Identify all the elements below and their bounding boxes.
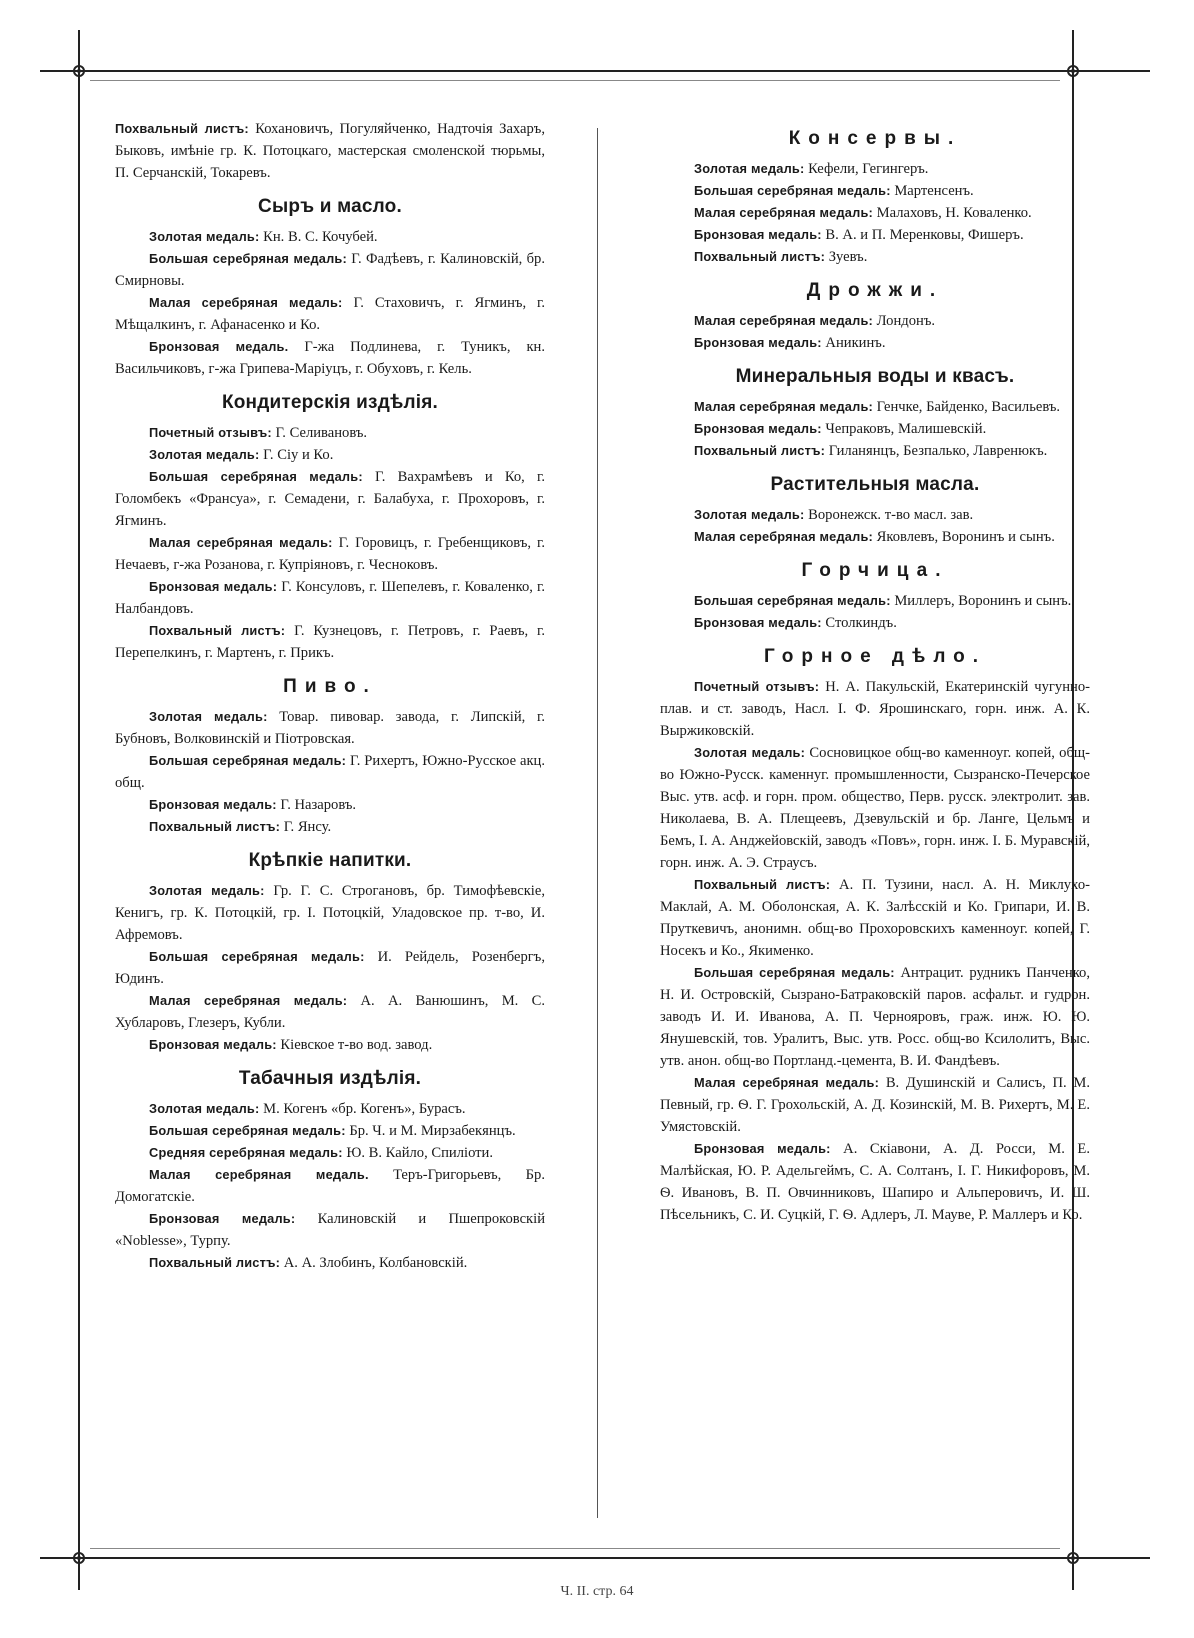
award-text: Чепраковъ, Малишевскій. [825,421,987,437]
award-entry [660,396,1090,418]
award-text: Г. Рихертъ, Южно-Русское акц. общ. [115,753,545,791]
award-label: Бронзовая медаль: [694,1141,831,1156]
award-label: Малая серебряная медаль: [694,529,873,544]
award-entry [660,526,1090,548]
award-label: Бронзовая медаль: [694,335,822,350]
award-text: Калиновскій и Пшепроковскій «Noblesse», Турпу. [115,1211,546,1249]
award-label: Бронзовая медаль: [694,615,822,630]
section-title: Пиво. [283,676,377,697]
award-label: Малая серебряная медаль: [694,313,873,328]
award-label: Золотая медаль: [694,161,805,176]
award-entry [115,750,545,794]
award-entry [660,224,1090,246]
award-label: Золотая медаль: [149,1101,260,1116]
section [115,1068,545,1274]
award-entry [660,158,1090,180]
award-entry [115,880,545,946]
award-entry [660,1138,1090,1226]
award-label: Малая серебряная медаль: [694,205,873,220]
award-text: А. А. Ванюшинъ, М. С. Хубларовъ, Глезеръ, Кубли. [115,993,545,1031]
frame-inner-top [90,80,1060,81]
award-entry [115,576,545,620]
award-text: Г. Сіу и Ко. [263,447,334,463]
award-text: И. Рейдель, Розенбергъ, Юдинъ. [115,949,545,987]
section-title: Кондитерскія издѣлія. [221,392,439,413]
award-text: Теръ-Григорьевъ, Бр. Домогатскіе. [115,1167,546,1205]
section [660,366,1090,462]
right-column [660,118,1090,1238]
award-text: Кохановичъ, Погуляйченко, Надточія Захаръ, Быковъ, имѣніе гр. К. Потоцкаго, мастерская смоленской тюрьмы, П. Серчанскій, Токаревъ. [115,121,546,181]
award-entry [660,332,1090,354]
award-entry [115,620,545,664]
award-label: Малая серебряная медаль: [149,535,333,550]
award-text: Г-жа Подлинева, г. Туникъ, кн. Васильчиковъ, г-жа Грипева-Маріуцъ, г. Обуховъ, г. Кель. [115,339,545,377]
award-entry [660,590,1090,612]
frame-bottom-border [40,1557,1150,1559]
award-text: Товар. пивовар. завода, г. Липскій, г. Бубновъ, Волковинскій и Піотровская. [115,709,545,747]
award-text: Воронежск. т-во масл. зав. [808,507,974,523]
left-column [115,118,545,1286]
award-entry [115,706,545,750]
award-label: Средняя серебряная медаль: [149,1145,343,1160]
award-entry [660,874,1090,962]
section-title: Горчица. [801,560,949,581]
award-entry [115,1208,545,1252]
left-intro [115,118,545,184]
award-label: Малая серебряная медаль: [149,295,343,310]
award-label: Похвальный листъ: [694,249,826,264]
award-entry [115,946,545,990]
award-label: Золотая медаль: [694,507,805,522]
award-text: Антрацит. рудникъ Панченко, Н. И. Островскій, Сызрано-Батраковскій паров. асфальт. и гудрон. заводъ И. И. Иванова, А. П. Чернояровъ, граж. инж. Ю. Ю. Янушевскій, тов. Уралитъ, Выс. утв. Росс. общ-во Ксилолитъ, Выс. утв. анон. общ-во Портланд.-цемента, В. И. Фандѣевъ. [660,965,1090,1069]
award-entry [660,440,1090,462]
award-text: Г. Стаховичъ, г. Ягминъ, г. Мѣщалкинъ, г. Афанасенко и Ко. [115,295,545,333]
award-entry [660,418,1090,440]
section-title: Минеральныя воды и квасъ. [735,366,1015,387]
award-entry [660,742,1090,874]
frame-top-border [40,70,1150,72]
award-label: Золотая медаль: [149,883,265,898]
section-title: Табачныя издѣлія. [238,1068,422,1089]
award-entry [660,180,1090,202]
award-text: Столкиндъ. [825,615,897,631]
award-label: Бронзовая медаль: [149,797,277,812]
award-label: Большая серебряная медаль: [149,949,365,964]
award-label: Бронзовая медаль: [694,421,822,436]
award-entry [115,1098,545,1120]
award-entry [660,962,1090,1072]
award-text: А. П. Тузини, насл. А. Н. Миклухо-Маклай, А. М. Оболонская, А. К. Залѣсскій и Ко. Грипари, И. В. Пруткевичъ, анонимн. общ-во Прохоровскихъ каменноуг. копей, Г. Носекъ и Ко., Якименко. [660,877,1090,959]
award-text: Яковлевъ, Воронинъ и сынъ. [876,529,1055,545]
section-title: Растительныя масла. [770,474,980,495]
award-label: Похвальный листъ: [694,443,826,458]
award-label: Бронзовая медаль: [149,579,278,594]
award-entry [660,676,1090,742]
award-text: Миллеръ, Воронинъ и сынъ. [894,593,1072,609]
award-label: Малая серебряная медаль: [694,1075,880,1090]
award-text: В. Душинскій и Салисъ, П. М. Певный, гр. Ѳ. Г. Грохольскій, А. Д. Козинскій, М. В. Рихертъ, М. Е. Умястовскій. [660,1075,1090,1135]
section [115,392,545,664]
section [660,128,1090,268]
section [660,474,1090,548]
award-label: Бронзовая медаль: [149,1037,277,1052]
award-text: Бр. Ч. и М. Мирзабекянцъ. [349,1123,516,1139]
award-entry [660,246,1090,268]
award-entry [115,466,545,532]
page-content [115,118,1090,1518]
award-text: Ю. В. Кайло, Спиліоти. [346,1145,494,1161]
award-label: Бронзовая медаль: [694,227,822,242]
column-divider [597,128,598,1518]
award-entry [115,336,545,380]
award-entry [115,292,545,336]
award-label: Золотая медаль: [149,709,268,724]
award-label: Бронзовая медаль. [149,339,289,354]
section [660,560,1090,634]
award-label: Похвальный листъ: [149,1255,281,1270]
award-entry [115,226,545,248]
award-label: Бронзовая медаль: [149,1211,296,1226]
section [660,646,1090,1226]
award-label: Большая серебряная медаль: [694,965,895,980]
award-label: Малая серебряная медаль: [149,993,348,1008]
award-entry [115,422,545,444]
award-text: Лондонъ. [876,313,936,329]
award-text: Г. Янсу. [283,819,332,835]
award-text: Мартенсенъ. [894,183,974,199]
award-entry [115,990,545,1034]
award-text: Г. Консуловъ, г. Шепелевъ, г. Коваленко, г. Налбандовъ. [115,579,545,617]
award-label: Золотая медаль: [694,745,806,760]
page-number: Ч. II. стр. 64 [560,1584,634,1599]
award-text: Аникинъ. [825,335,886,351]
section-title: Дрожжи. [806,280,944,301]
section [115,676,545,838]
award-entry [660,1072,1090,1138]
award-label: Почетный отзывъ: [149,425,272,440]
award-label: Большая серебряная медаль: [149,251,347,266]
award-text: Кн. В. С. Кочубей. [263,229,378,245]
award-entry [660,612,1090,634]
section [660,280,1090,354]
award-label: Малая серебряная медаль. [149,1167,369,1182]
section [115,196,545,380]
award-entry [115,816,545,838]
award-text: В. А. и П. Меренковы, Фишеръ. [825,227,1024,243]
award-entry [115,1142,545,1164]
frame-inner-bottom [90,1548,1060,1549]
section-title: Крѣпкіе напитки. [248,850,412,871]
frame-left-border [78,30,80,1590]
section-title: Сыръ и масло. [258,196,402,217]
award-entry [115,248,545,292]
award-text: Зуевъ. [828,249,868,265]
award-label: Золотая медаль: [149,229,260,244]
ornament-top-right-icon [1053,51,1093,91]
section-title: Горное дѣло. [763,646,987,667]
award-text: М. Когенъ «бр. Когенъ», Бурасъ. [263,1101,466,1117]
award-text: Гиланянцъ, Безпалько, Лавренюкъ. [828,443,1048,459]
award-text: Кефели, Гегингеръ. [808,161,929,177]
section [115,850,545,1056]
award-label: Похвальный листъ: [149,623,286,638]
award-entry [660,504,1090,526]
ornament-top-left-icon [59,51,99,91]
award-text: Малаховъ, Н. Коваленко. [876,205,1032,221]
award-entry [115,1034,545,1056]
ornament-bottom-left-icon [59,1538,99,1578]
award-text: Г. Селивановъ. [275,425,368,441]
award-entry [660,202,1090,224]
award-text: Г. Назаровъ. [280,797,357,813]
award-label: Большая серебряная медаль: [694,183,891,198]
award-label: Похвальный листъ: [694,877,831,892]
award-text: Г. Фадѣевъ, г. Калиновскій, бр. Смирновы. [115,251,545,289]
award-entry [115,1120,545,1142]
award-label: Похвальный листъ: [149,819,281,834]
award-text: Г. Вахрамѣевъ и Ко, г. Голомбекъ «Франсуа», г. Семадени, г. Балабуха, г. Прохоровъ, г. Ягминъ. [115,469,545,529]
award-label: Малая серебряная медаль: [694,399,873,414]
award-label: Почетный отзывъ: [694,679,820,694]
award-text: Г. Кузнецовъ, г. Петровъ, г. Раевъ, г. Перепелкинъ, г. Мартенъ, г. Прикъ. [115,623,545,661]
ornament-bottom-right-icon [1053,1538,1093,1578]
award-label: Большая серебряная медаль: [149,1123,346,1138]
award-label: Золотая медаль: [149,447,260,462]
award-label: Большая серебряная медаль: [694,593,891,608]
award-text: Генчке, Байденко, Васильевъ. [876,399,1061,415]
award-text: А. А. Злобинъ, Колбановскій. [283,1255,468,1271]
award-entry [660,310,1090,332]
award-text: Кіевское т-во вод. завод. [280,1037,433,1053]
award-label: Похвальный листъ: [115,121,249,136]
award-entry [115,794,545,816]
award-entry [115,444,545,466]
award-entry [115,1252,545,1274]
award-text: Н. А. Пакульскій, Екатеринскій чугунно-плав. и ст. заводъ, Насл. І. Ф. Ярошинскаго, горн. инж. А. К. Выржиковскій. [660,679,1090,739]
award-entry [115,532,545,576]
award-text: Г. Горовицъ, г. Гребенщиковъ, г. Нечаевъ, г-жа Розанова, г. Купріяновъ, г. Чесноковъ. [115,535,545,573]
award-text: Гр. Г. С. Строгановъ, бр. Тимофѣевскіе, Кенигъ, гр. К. Потоцкій, гр. І. Потоцкій, Уладовское пр. т-во, И. Афремовъ. [115,883,545,943]
award-label: Большая серебряная медаль: [149,753,347,768]
award-text: А. Скіавони, А. Д. Росси, М. Е. Малѣйская, Ю. Р. Адельгеймъ, С. А. Солтанъ, І. Г. Никифоровъ, М. Ѳ. Ивановъ, В. П. Овчинниковъ, Шапиро и Альперовичъ, И. Ш. Пѣсельникъ, С. И. Суцкій, Г. Ѳ. Адлеръ, Л. Мауве, Р. Маллеръ и Ко. [660,1141,1090,1223]
section-title: Консервы. [788,128,962,149]
award-entry [115,1164,545,1208]
award-label: Большая серебряная медаль: [149,469,363,484]
award-text: Сосновицкое общ-во каменноуг. копей, общ-во Южно-Русск. каменнуг. промышленности, Сызранско-Печерское Выс. утв. асф. и горн. пром. общество, Перв. русск. электролит. зав. Николаева, В. А. Плещеевъ, Дзевульскій и бр. Ланге, Цельмъ и Бемъ, І. А. Анджейовскій, заводъ «Повъ», горн. инж. І. Б. Муравскій, горн. инж. А. Э. Страусъ. [660,745,1090,871]
